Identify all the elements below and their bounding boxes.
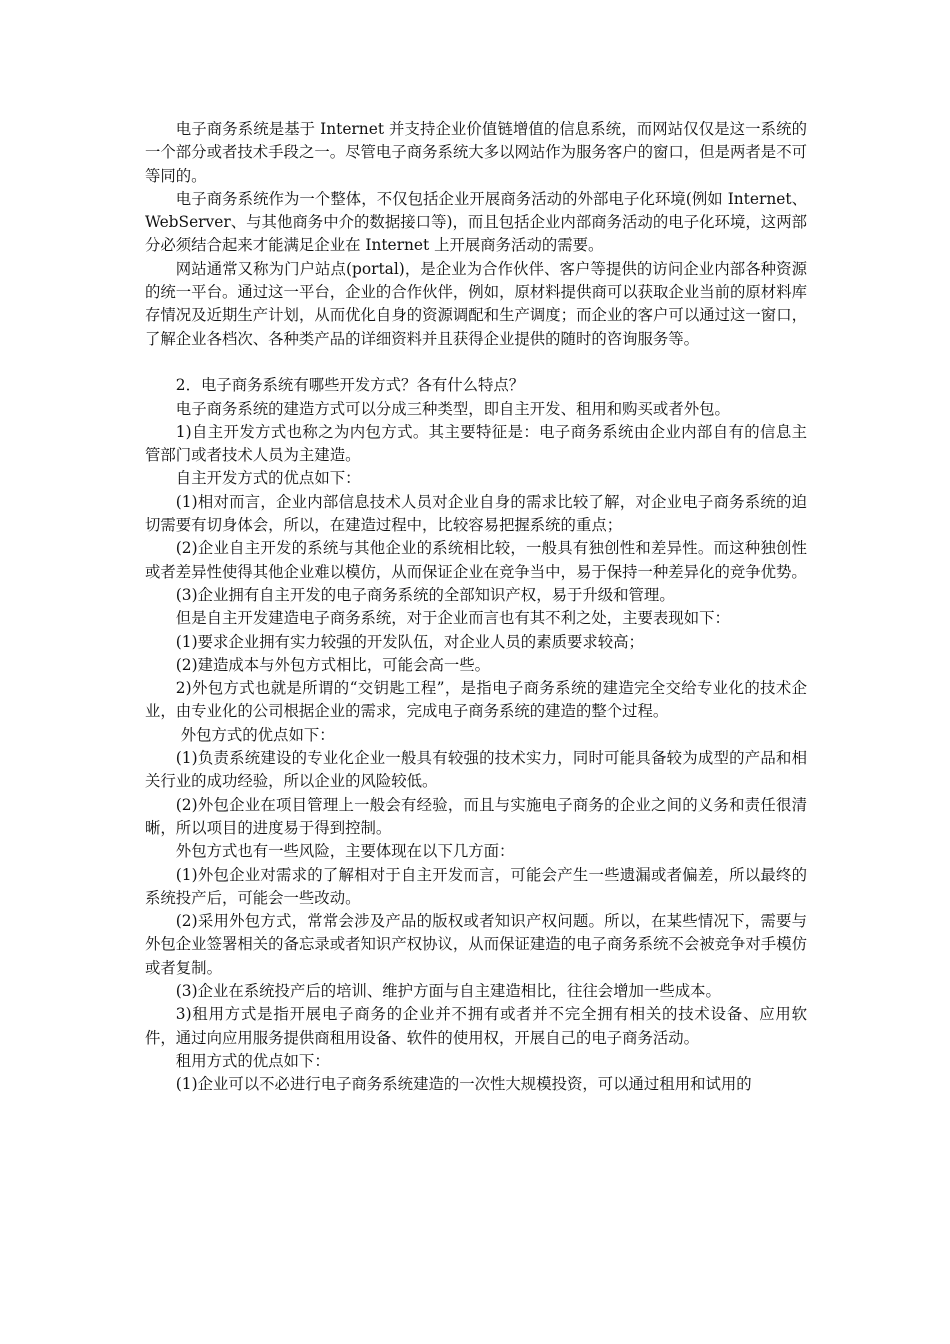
list-item-self-dev-disadv-2: (2)建造成本与外包方式相比，可能会高一些。 (175, 655, 491, 674)
list-item-leasing-adv-1: (1)企业可以不必进行电子商务系统建造的一次性大规模投资，可以通过租用和试用的 (175, 1075, 752, 1094)
paragraph-system-scope: 电子商务系统作为一个整体，不仅包括企业开展商务活动的外部电子化环境(例如 Internet、WebServer、与其他商务中介的数据接口等)，而且包括企业内部商务活动的电子化环境，这两部分必须结合起来才能满足企业在 Internet 上开展商务活动的需要。 (145, 189, 807, 255)
blank-line (145, 351, 807, 374)
paragraph-leasing-advantages: 租用方式的优点如下： (175, 1051, 330, 1070)
paragraph-outsourcing-advantages: 外包方式的优点如下： (175, 725, 335, 744)
list-item-outsourcing-adv-1: (1)负责系统建设的专业化企业一般具有较强的技术实力，同时可能具备较为成型的产品和相关行业的成功经验，所以企业的风险较低。 (145, 749, 807, 791)
paragraph-self-dev-disadvantages: 但是自主开发建造电子商务系统，对于企业而言也有其不利之处，主要表现如下： (175, 609, 730, 628)
paragraph-outsourcing-risks: 外包方式也有一些风险，主要体现在以下几方面： (175, 842, 515, 861)
list-item-self-dev-adv-1: (1)相对而言，企业内部信息技术人员对企业自身的需求比较了解，对企业电子商务系统的迫切需要有切身体会，所以，在建造过程中，比较容易把握系统的重点； (145, 492, 807, 535)
list-item-outsourcing-risk-3: (3)企业在系统投产后的培训、维护方面与自主建造相比，往往会增加一些成本。 (175, 981, 721, 1000)
list-item-self-dev-adv-2: (2)企业自主开发的系统与其他企业的系统相比较，一般具有独创性和差异性。而这种独创性或者差异性使得其他企业难以模仿，从而保证企业在竞争当中，易于保持一种差异化的竞争优势。 (145, 539, 807, 581)
paragraph-build-types: 电子商务系统的建造方式可以分成三种类型，即自主开发、租用和购买或者外包。 (175, 399, 730, 418)
document-page (145, 118, 807, 1096)
paragraph-outsourcing: 2)外包方式也就是所谓的“交钥匙工程”，是指电子商务系统的建造完全交给专业化的技术企业，由专业化的公司根据企业的需求，完成电子商务系统的建造的整个过程。 (145, 679, 807, 721)
list-item-outsourcing-adv-2: (2)外包企业在项目管理上一般会有经验，而且与实施电子商务的企业之间的义务和责任很清晰，所以项目的进度易于得到控制。 (145, 795, 807, 837)
list-item-outsourcing-risk-1: (1)外包企业对需求的了解相对于自主开发而言，可能会产生一些遗漏或者偏差，所以最终的系统投产后，可能会一些改动。 (145, 865, 807, 907)
paragraph-self-dev-advantages: 自主开发方式的优点如下： (175, 469, 361, 488)
paragraph-system-vs-website: 电子商务系统是基于 Internet 并支持企业价值链增值的信息系统，而网站仅仅是这一系统的一个部分或者技术手段之一。尽管电子商务系统大多以网站作为服务客户的窗口，但是两者是不可等同的。 (145, 120, 807, 185)
paragraph-portal: 网站通常又称为门户站点(portal)，是企业为合作伙伴、客户等提供的访问企业内部各种资源的统一平台。通过这一平台，企业的合作伙伴，例如，原材料提供商可以获取企业当前的原材料库存情况及近期生产计划，从而优化自身的资源调配和生产调度；而企业的客户可以通过这一窗口，了解企业各档次、各种类产品的详细资料并且获得企业提供的随时的咨询服务等。 (145, 259, 807, 348)
paragraph-self-development: 1)自主开发方式也称之为内包方式。其主要特征是：电子商务系统由企业内部自有的信息主管部门或者技术人员为主建造。 (145, 422, 807, 465)
list-item-self-dev-adv-3: (3)企业拥有自主开发的电子商务系统的全部知识产权，易于升级和管理。 (175, 585, 675, 604)
question-heading: 2．电子商务系统有哪些开发方式？各有什么特点？ (175, 376, 525, 395)
list-item-self-dev-disadv-1: (1)要求企业拥有实力较强的开发队伍，对企业人员的素质要求较高； (175, 632, 644, 651)
paragraph-leasing: 3)租用方式是指开展电子商务的企业并不拥有或者并不完全拥有相关的技术设备、应用软件，通过向应用服务提供商租用设备、软件的使用权，开展自己的电子商务活动。 (145, 1005, 807, 1047)
list-item-outsourcing-risk-2: (2)采用外包方式，常常会涉及产品的版权或者知识产权问题。所以，在某些情况下，需要与外包企业签署相关的备忘录或者知识产权协议，从而保证建造的电子商务系统不会被竞争对手模仿或者复制。 (145, 912, 807, 977)
